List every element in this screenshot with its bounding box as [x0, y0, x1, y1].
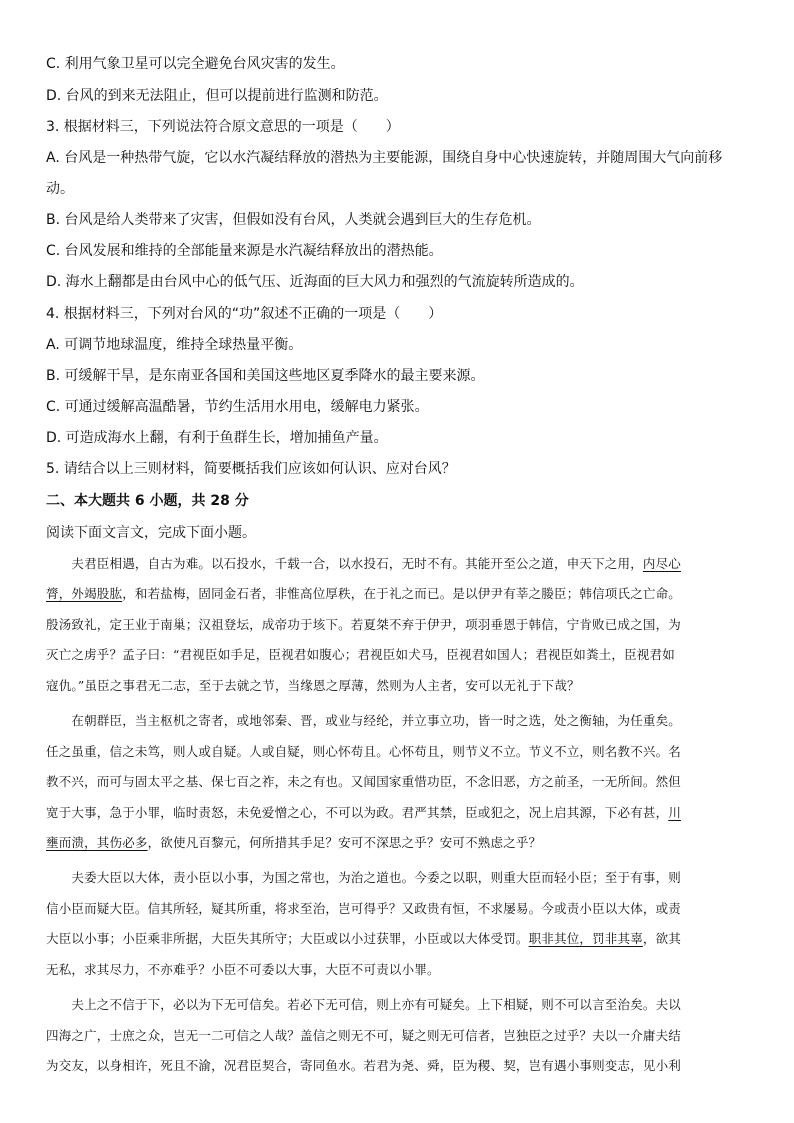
q3-option-a: A. 台风是一种热带气旋，它以水汽凝结释放的潜热为主要能源，围绕自身中心快速旋转，并随周围大气向前移 [46, 150, 723, 166]
q4-option-a: A. 可调节地球温度，维持全球热量平衡。 [46, 337, 303, 353]
q2-option-c: C. 利用气象卫星可以完全避免台风灾害的发生。 [46, 56, 345, 72]
passage-p1-line2: 膂，外竭股肱，和若盐梅，固同金石者，非惟高位厚秩，在于礼之而已。是以伊尹有莘之媵臣；韩信项氏之亡命。 [46, 586, 682, 601]
passage-p1-line3: 殷汤致礼，定王业于南巢；汉祖登坛，成帝功于垓下。若夏桀不弃于伊尹，项羽垂恩于韩信，宁肯败已成之国，为 [46, 617, 682, 632]
passage-p3-line1: 夫委大臣以大体，责小臣以小事，为国之常也，为治之道也。今委之以职，则重大臣而轻小臣；至于有事，则 [46, 870, 682, 885]
underlined-phrase: 川 [668, 805, 682, 820]
q3-option-b: B. 台风是给人类带来了灾害，但假如没有台风，人类就会遇到巨大的生存危机。 [46, 212, 541, 228]
passage-p1-line1: 夫君臣相遇，自古为难。以石投水，千载一合，以水投石，无时不有。其能开至公之道，申天下之用，内尽心 [46, 556, 682, 571]
underlined-phrase: 膂，外竭股肱 [46, 586, 123, 601]
q4-stem: 4. 根据材料三，下列对台风的“功”叙述不正确的一项是（ ） [46, 306, 443, 322]
passage-p2-line4: 宽于大事，急于小罪，临时责怒，未免爱憎之心，不可以为政。君严其禁，臣或犯之，况上启其源，下必有甚，川 [46, 805, 682, 820]
q3-stem: 3. 根据材料三，下列说法符合原文意思的一项是（ ） [46, 119, 400, 135]
passage-p4-line2: 四海之广，士庶之众，岂无一二可信之人哉？盖信之则无不可，疑之则无可信者，岂独臣之过乎？夫以一介庸夫结 [46, 1028, 682, 1043]
q4-option-c: C. 可通过缓解高温酷暑，节约生活用水用电，缓解电力紧张。 [46, 399, 429, 415]
passage-p4-line1: 夫上之不信于下，必以为下无可信矣。若必下无可信，则上亦有可疑矣。上下相疑，则不可以言至治矣。夫以 [46, 997, 682, 1012]
passage-p1-line5: 寇仇。”虽臣之事君无二志，至于去就之节，当缘恩之厚薄，然则为人主者，安可以无礼于下哉？ [46, 678, 580, 693]
q3-option-c: C. 台风发展和维持的全部能量来源是水汽凝结释放出的潜热能。 [46, 243, 443, 259]
section-intro: 阅读下面文言文，完成下面小题。 [46, 525, 256, 541]
passage-p2-line5: 壅而溃，其伤必多，欲使凡百黎元，何所措其手足？安可不深思之乎？安可不熟虑之乎？ [46, 835, 542, 850]
q5-stem: 5. 请结合以上三则材料，简要概括我们应该如何认识、应对台风？ [46, 461, 456, 477]
passage-p2-line2: 任之虽重，信之未笃，则人或自疑。人或自疑，则心怀苟且。心怀苟且，则节义不立。节义不立，则名教不兴。名 [46, 744, 682, 759]
q2-option-d: D. 台风的到来无法阻止，但可以提前进行监测和防范。 [46, 88, 388, 104]
underlined-phrase: 内尽心 [642, 556, 682, 571]
underlined-phrase: 职非其位，罚非其辜 [528, 931, 643, 946]
passage-p3-line4: 无私，求其尽力，不亦难乎？小臣不可委以大事，大臣不可责以小罪。 [46, 962, 440, 977]
q3-option-d: D. 海水上翻都是由台风中心的低气压、近海面的巨大风力和强烈的气流旋转所造成的。 [46, 274, 584, 290]
passage-p4-line3: 为交友，以身相许，死且不渝，况君臣契合，寄同鱼水。若君为尧、舜，臣为稷、契，岂有遇小事则变志，见小利 [46, 1058, 682, 1073]
passage-p3-line2: 信小臣而疑大臣。信其所轻，疑其所重，将求至治，岂可得乎？又政贵有恒，不求屡易。今或责小臣以大体，或责 [46, 901, 682, 916]
q4-option-d: D. 可造成海水上翻，有利于鱼群生长，增加捕鱼产量。 [46, 430, 388, 446]
underlined-phrase: 壅而溃，其伤必多 [46, 835, 148, 850]
passage-p2-line3: 教不兴，而可与固太平之基、保七百之祚，未之有也。又闻国家重惜功臣，不念旧恶，方之前圣，一无所间。然但 [46, 774, 682, 789]
passage-p1-line4: 灭亡之虏乎？孟子曰：“君视臣如手足，臣视君如腹心；君视臣如犬马，臣视君如国人；君视臣如粪土，臣视君如 [46, 647, 675, 662]
passage-p3-line3: 大臣以小事；小臣乘非所据，大臣失其所守；大臣或以小过获罪，小臣或以大体受罚。职非其位，罚非其辜，欲其 [46, 931, 682, 946]
q4-option-b: B. 可缓解干旱，是东南亚各国和美国这些地区夏季降水的最主要来源。 [46, 368, 485, 384]
passage-p2-line1: 在朝群臣，当主枢机之寄者，或地邻秦、晋，或业与经纶，并立事立功，皆一时之选，处之衡轴，为任重矣。 [46, 713, 682, 728]
section-heading: 二、本大题共 6 小题，共 28 分 [46, 493, 249, 509]
q3-option-a-cont: 动。 [46, 181, 74, 197]
